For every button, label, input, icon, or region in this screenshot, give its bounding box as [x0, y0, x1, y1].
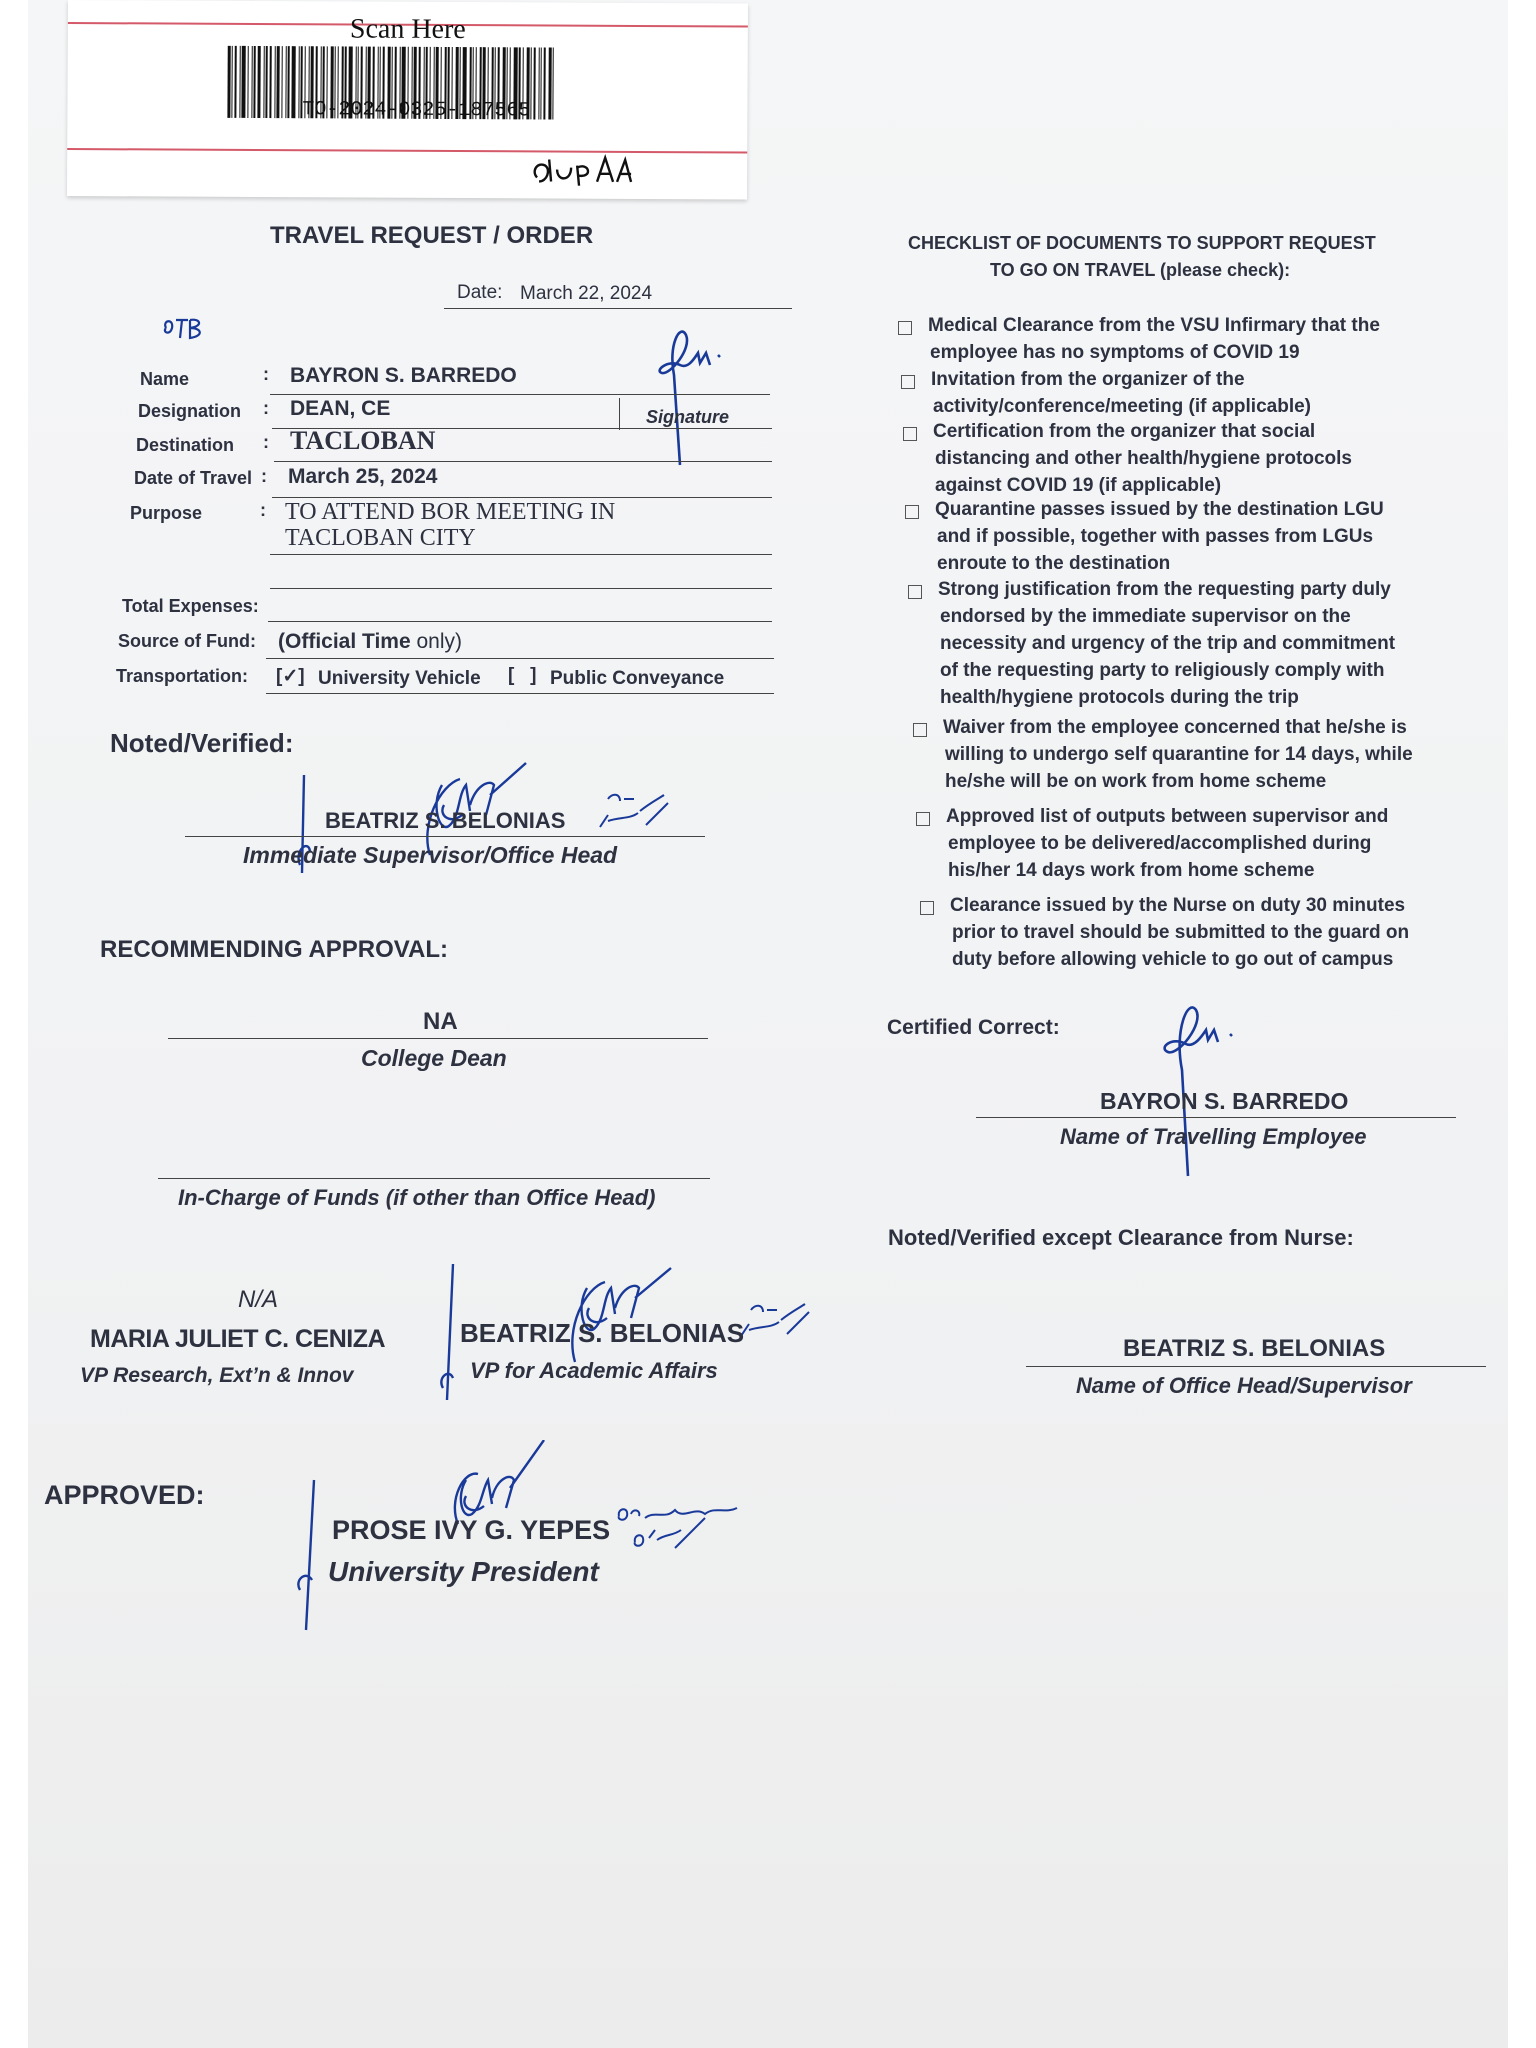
purpose-label: Purpose — [130, 503, 203, 523]
handwritten-initials — [527, 147, 707, 194]
signature-requester — [650, 315, 740, 475]
checklist-item-line: enroute to the destination — [937, 553, 1171, 574]
date-label: Date: — [457, 282, 503, 303]
supervisor-underline — [185, 836, 705, 837]
vp2-name: BEATRIZ S. BELONIAS — [460, 1318, 745, 1348]
vehicle-checkbox[interactable]: [✓] — [276, 666, 305, 687]
barcode-bar — [247, 46, 248, 118]
barcode-bar — [552, 48, 553, 120]
signature-box-divider — [619, 398, 620, 430]
barcode-bar — [533, 47, 535, 119]
source-of-fund-only: only) — [410, 630, 463, 653]
checklist-checkbox[interactable] — [903, 427, 917, 441]
handwritten-oic-annotation — [615, 1500, 745, 1560]
date-of-travel-underline — [272, 497, 772, 498]
travelling-employee-underline — [976, 1117, 1456, 1118]
checklist-item-line: Quarantine passes issued by the destination LGU — [935, 499, 1384, 520]
checklist-heading-line-1: CHECKLIST OF DOCUMENTS TO SUPPORT REQUEST — [908, 233, 1376, 253]
checklist-item-line: Strong justification from the requesting party duly — [938, 579, 1391, 600]
funds-underline — [158, 1178, 710, 1179]
name-underline — [270, 394, 770, 395]
destination-value: TACLOBAN — [290, 426, 436, 455]
total-expenses-label: Total Expenses: — [122, 596, 259, 616]
date-of-travel-colon: : — [261, 466, 267, 486]
checklist-item-line: distancing and other health/hygiene protocols — [935, 448, 1352, 469]
purpose-underline-2 — [270, 588, 772, 589]
checklist-item — [943, 714, 1503, 795]
noted-except-heading: Noted/Verified except Clearance from Nurse: — [888, 1225, 1354, 1250]
barcode-sticker — [67, 0, 748, 200]
checklist-item-line: his/her 14 days work from home scheme — [948, 860, 1315, 881]
total-expenses-underline — [268, 621, 772, 622]
signature-travelling-employee — [1148, 990, 1268, 1180]
destination-label: Destination — [136, 435, 235, 455]
date-of-travel-value: March 25, 2024 — [288, 465, 438, 488]
barcode-bar — [276, 46, 279, 118]
vehicle-label: University Vehicle — [318, 668, 481, 689]
approved-heading: APPROVED: — [44, 1480, 205, 1510]
noted-verified-heading: Noted/Verified: — [110, 728, 294, 758]
checklist-item-line: of the requesting party to religiously comply with — [940, 660, 1385, 681]
supervisor-role: Immediate Supervisor/Office Head — [243, 842, 618, 868]
office-head-role: Name of Office Head/Supervisor — [1076, 1373, 1412, 1398]
checklist-item — [950, 892, 1510, 973]
purpose-colon: : — [260, 500, 266, 520]
checklist-item-line: Waiver from the employee concerned that he/she is — [943, 717, 1407, 738]
source-of-fund-official: (Official Time — [278, 630, 411, 653]
transportation-underline — [266, 693, 774, 694]
transportation-label: Transportation: — [116, 666, 249, 686]
barcode-bar — [265, 46, 267, 118]
designation-colon: : — [263, 398, 269, 418]
college-dean-name: NA — [423, 1008, 458, 1035]
travelling-employee-name: BAYRON S. BARREDO — [1100, 1088, 1349, 1114]
college-dean-role: College Dean — [361, 1045, 507, 1071]
date-underline — [444, 308, 792, 309]
form-title: TRAVEL REQUEST / ORDER — [270, 222, 594, 249]
travelling-employee-role: Name of Travelling Employee — [1060, 1124, 1367, 1149]
president-name: PROSE IVY G. YEPES — [332, 1515, 611, 1545]
handwritten-otb — [160, 312, 220, 342]
date-value: March 22, 2024 — [520, 283, 653, 304]
barcode-bar — [548, 48, 551, 120]
source-of-fund-label: Source of Fund: — [118, 631, 256, 651]
checklist-checkbox[interactable] — [908, 585, 922, 599]
barcode-bar — [269, 46, 271, 118]
vp2-role: VP for Academic Affairs — [470, 1358, 718, 1383]
checklist-item-line: activity/conference/meeting (if applicable) — [933, 396, 1311, 417]
office-head-underline — [1026, 1366, 1486, 1367]
checklist-item-line: employee has no symptoms of COVID 19 — [930, 342, 1300, 363]
name-colon: : — [263, 364, 269, 384]
checklist-item-line: duty before allowing vehicle to go out of campus — [952, 949, 1394, 970]
college-dean-underline — [168, 1038, 708, 1039]
checklist-heading-line-2: TO GO ON TRAVEL (please check): — [990, 260, 1291, 280]
public-checkbox[interactable]: [ ] — [508, 665, 537, 686]
checklist-checkbox[interactable] — [920, 901, 934, 915]
destination-underline — [274, 461, 772, 462]
checklist-checkbox[interactable] — [913, 723, 927, 737]
barcode-bar — [241, 46, 245, 118]
in-charge-of-funds-role: In-Charge of Funds (if other than Office Head) — [178, 1185, 656, 1210]
scan-here-label: Scan Here — [349, 13, 466, 46]
checklist-item-line: against COVID 19 (if applicable) — [935, 475, 1222, 496]
checklist-item-line: Invitation from the organizer of the — [931, 369, 1245, 390]
destination-colon: : — [263, 432, 269, 452]
source-of-fund-underline — [266, 658, 774, 659]
president-role: University President — [328, 1556, 599, 1587]
date-of-travel-label: Date of Travel — [134, 468, 253, 488]
checklist-item-line: employee to be delivered/accomplished during — [948, 833, 1372, 854]
barcode-bar — [227, 46, 230, 118]
public-conveyance-label: Public Conveyance — [550, 668, 725, 689]
checklist-item — [935, 496, 1495, 577]
source-of-fund-value — [278, 630, 462, 654]
designation-label: Designation — [138, 401, 242, 421]
checklist-item-line: Certification from the organizer that social — [933, 421, 1316, 442]
vp1-name: MARIA JULIET C. CENIZA — [90, 1325, 386, 1353]
purpose-underline-1 — [270, 554, 772, 555]
checklist-checkbox[interactable] — [905, 505, 919, 519]
barcode-bar — [281, 46, 282, 118]
checklist-item-line: necessity and urgency of the trip and commitment — [940, 633, 1396, 654]
checklist-item-line: prior to travel should be submitted to the guard on — [952, 922, 1410, 943]
office-head-name: BEATRIZ S. BELONIAS — [1123, 1335, 1386, 1362]
certified-correct-heading: Certified Correct: — [887, 1016, 1060, 1039]
checklist-item-line: Medical Clearance from the VSU Infirmary that the — [928, 315, 1380, 336]
checklist-item — [931, 366, 1491, 420]
barcode-bar — [257, 46, 260, 118]
checklist-item-line: and if possible, together with passes from LGUs — [937, 526, 1374, 547]
checklist-checkbox[interactable] — [916, 812, 930, 826]
checklist-item — [938, 576, 1498, 711]
travel-order-code: TO-2024-0325-187565 — [302, 98, 531, 123]
designation-value: DEAN, CE — [290, 397, 391, 420]
checklist-item — [946, 803, 1506, 884]
checklist-item — [928, 312, 1488, 366]
barcode-bar — [291, 46, 295, 118]
vp1-na: N/A — [238, 1286, 279, 1313]
checklist-item-line: Clearance issued by the Nurse on duty 30 minutes — [950, 895, 1406, 916]
checklist-item-line: willing to undergo self quarantine for 14 days, while — [945, 744, 1413, 765]
checklist-item — [933, 418, 1493, 499]
name-value: BAYRON S. BARREDO — [290, 364, 517, 387]
checklist-item-line: Approved list of outputs between supervisor and — [946, 806, 1389, 827]
checklist-checkbox[interactable] — [901, 375, 915, 389]
checklist-checkbox[interactable] — [898, 321, 912, 335]
checklist-item-line: he/she will be on work from home scheme — [945, 771, 1327, 792]
recommending-approval-heading: RECOMMENDING APPROVAL: — [100, 936, 448, 963]
barcode-bar — [530, 47, 531, 119]
vp1-role: VP Research, Ext’n & Innov — [80, 1364, 354, 1387]
purpose-line-2: TACLOBAN CITY — [285, 525, 476, 551]
barcode-bar — [540, 47, 541, 119]
barcode-bar — [234, 46, 236, 118]
supervisor-name: BEATRIZ S. BELONIAS — [325, 808, 566, 833]
signature-label: Signature — [646, 407, 730, 427]
barcode-bar — [231, 46, 232, 118]
barcode-bar — [543, 47, 545, 119]
checklist-item-line: endorsed by the immediate supervisor on the — [940, 606, 1351, 627]
purpose-line-1: TO ATTEND BOR MEETING IN — [285, 499, 616, 525]
barcode-bar — [287, 46, 289, 118]
barcode-bar — [253, 46, 255, 118]
checklist-item-line: health/hygiene protocols during the trip — [940, 687, 1299, 708]
name-label: Name — [140, 369, 190, 389]
